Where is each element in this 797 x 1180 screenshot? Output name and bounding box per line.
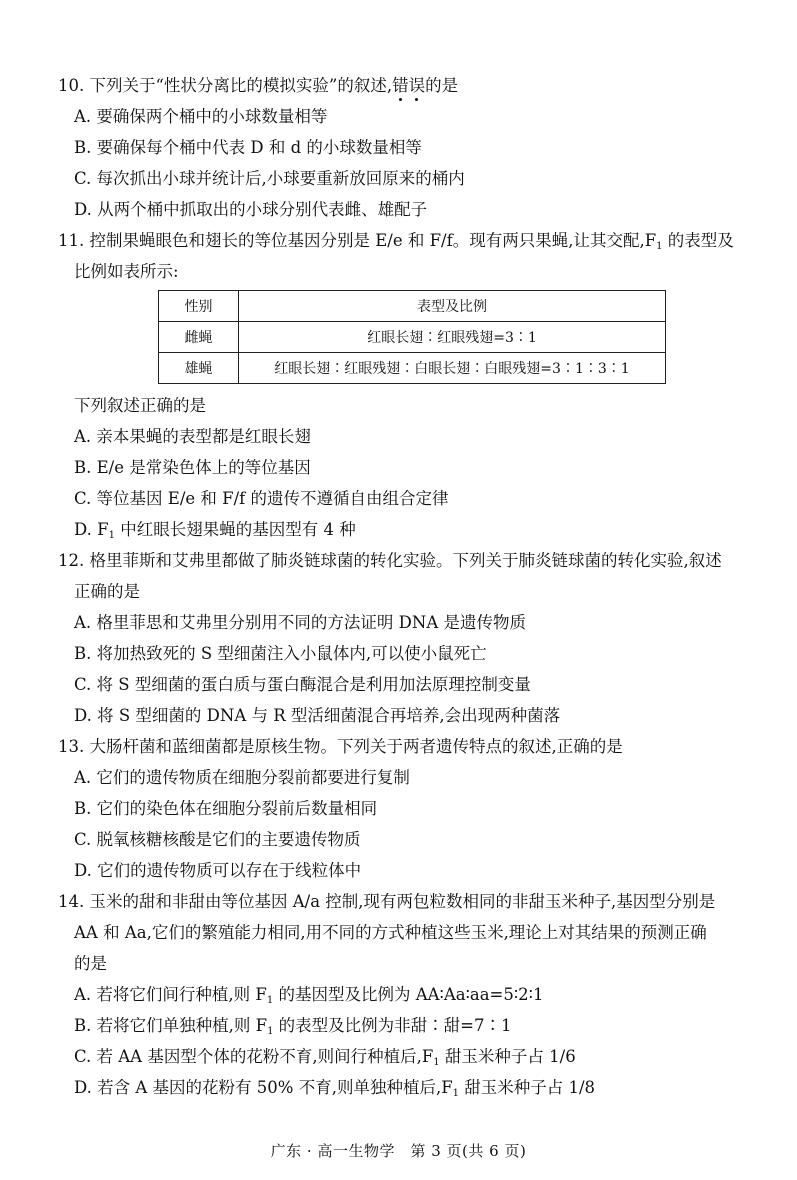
table-cell-ratio: 红眼长翅∶红眼残翅∶白眼长翅∶白眼残翅=3∶1∶3∶1 — [239, 353, 666, 384]
question-12-stem-cont: 正确的是 — [74, 582, 140, 601]
question-11-stem-cont: 比例如表所示: — [74, 262, 179, 281]
phenotype-table — [158, 290, 666, 384]
question-14-stem-cont: 的是 — [74, 954, 107, 973]
table-header-cell: 表型及比例 — [239, 291, 666, 322]
question-10-option-d: D. 从两个桶中抓取出的小球分别代表雌、雄配子 — [74, 200, 428, 219]
question-12-stem: 12. 格里菲斯和艾弗里都做了肺炎链球菌的转化实验。下列关于肺炎链球菌的转化实验,叙述 — [58, 551, 722, 570]
question-13-option-c: C. 脱氧核糖核酸是它们的主要遗传物质 — [74, 830, 361, 849]
question-10-option-b: B. 要确保每个桶中代表 D 和 d 的小球数量相等 — [74, 138, 422, 157]
table-header-cell: 性别 — [159, 291, 239, 322]
question-11-option-d: D. F1 中红眼长翅果蝇的基因型有 4 种 — [74, 520, 356, 541]
question-14-option-c: C. 若 AA 基因型个体的花粉不育,则间行种植后,F1 甜玉米种子占 1/6 — [74, 1047, 576, 1068]
question-14-option-d: D. 若含 A 基因的花粉有 50% 不育,则单独种植后,F1 甜玉米种子占 1/8 — [74, 1078, 596, 1099]
question-10-stem: 10. 下列关于“性状分离比的模拟实验”的叙述,错误的是 — [58, 76, 459, 95]
emphasis-char: 错 — [392, 76, 409, 95]
table-row — [159, 322, 666, 353]
question-11-lead: 下列叙述正确的是 — [74, 396, 206, 415]
question-12-option-c: C. 将 S 型细菌的蛋白质与蛋白酶混合是利用加法原理控制变量 — [74, 675, 531, 694]
question-11-option-b: B. E/e 是常染色体上的等位基因 — [74, 458, 311, 477]
question-12-option-d: D. 将 S 型细菌的 DNA 与 R 型活细菌混合再培养,会出现两种菌落 — [74, 706, 561, 725]
question-13-option-a: A. 它们的遗传物质在细胞分裂前都要进行复制 — [74, 768, 410, 787]
question-12-option-a: A. 格里菲思和艾弗里分别用不同的方法证明 DNA 是遗传物质 — [74, 613, 526, 632]
emphasis-char: 误 — [408, 76, 426, 95]
table-cell-sex: 雌蝇 — [159, 322, 239, 353]
table-row — [159, 353, 666, 384]
question-11-option-c: C. 等位基因 E/e 和 F/f 的遗传不遵循自由组合定律 — [74, 489, 449, 508]
page-footer: 广东 · 高一生物学 第 3 页(共 6 页) — [270, 1142, 527, 1160]
question-14-stem-cont: AA 和 Aa,它们的繁殖能力相同,用不同的方式种植这些玉米,理论上对其结果的预测正确 — [74, 923, 707, 942]
question-10-option-c: C. 每次抓出小球并统计后,小球要重新放回原来的桶内 — [74, 169, 465, 188]
question-11-option-a: A. 亲本果蝇的表型都是红眼长翅 — [74, 427, 311, 446]
question-13-stem: 13. 大肠杆菌和蓝细菌都是原核生物。下列关于两者遗传特点的叙述,正确的是 — [58, 737, 623, 756]
question-10-option-a: A. 要确保两个桶中的小球数量相等 — [74, 107, 328, 126]
question-14-stem: 14. 玉米的甜和非甜由等位基因 A/a 控制,现有两包粒数相同的非甜玉米种子,基因型分别是 — [58, 892, 716, 911]
table-cell-sex: 雄蝇 — [159, 353, 239, 384]
table-cell-ratio: 红眼长翅∶红眼残翅=3∶1 — [239, 322, 666, 353]
question-14-option-b: B. 若将它们单独种植,则 F1 的表型及比例为非甜∶甜=7∶1 — [74, 1016, 512, 1037]
table-header-row — [159, 291, 666, 322]
question-11-stem: 11. 控制果蝇眼色和翅长的等位基因分别是 E/e 和 F/f。现有两只果蝇,让其交配,F1 的表型及 — [58, 231, 734, 252]
question-12-option-b: B. 将加热致死的 S 型细菌注入小鼠体内,可以使小鼠死亡 — [74, 644, 487, 663]
question-13-option-b: B. 它们的染色体在细胞分裂前后数量相同 — [74, 799, 378, 818]
question-13-option-d: D. 它们的遗传物质可以存在于线粒体中 — [74, 861, 362, 880]
question-14-option-a: A. 若将它们间行种植,则 F1 的基因型及比例为 AA∶Aa∶aa=5∶2∶1 — [74, 985, 544, 1006]
